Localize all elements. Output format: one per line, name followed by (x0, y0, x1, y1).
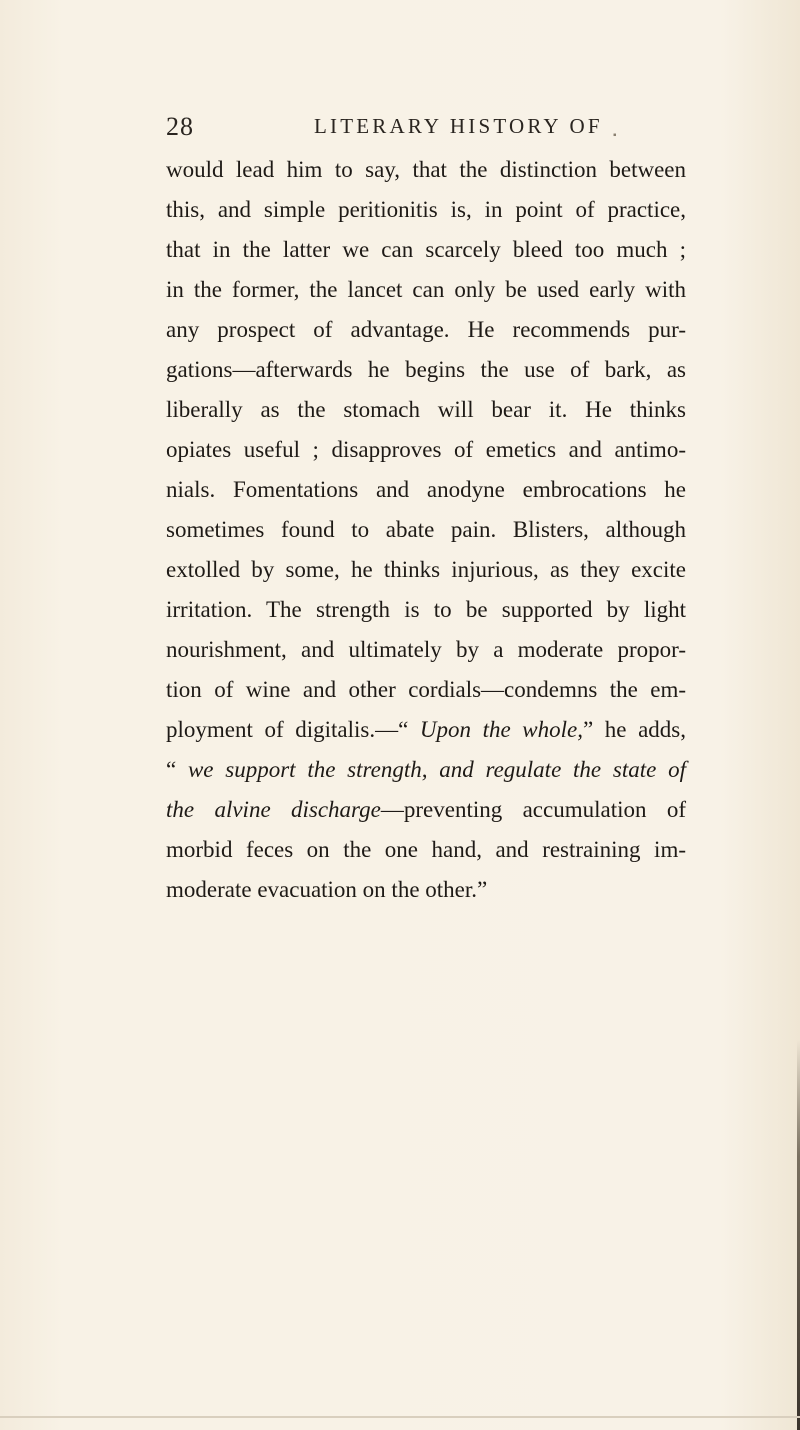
text-line: morbid feces on the one hand, and restraining im- (166, 837, 686, 862)
text-line (166, 710, 686, 750)
italic-quote: the alvine discharge (166, 797, 381, 822)
text-line: nourishment, and ultimately by a moderate propor- (166, 637, 686, 662)
text-line: liberally as the stomach will bear it. He thinks (166, 397, 686, 422)
text-line-last: moderate evacuation on the other.” (166, 877, 488, 902)
printer-mark: ▪ (613, 130, 617, 141)
running-head: LITERARY HISTORY OF (314, 114, 603, 138)
text-run: ployment of digitalis.—“ (166, 717, 420, 742)
page-header (0, 112, 800, 152)
text-line: extolled by some, he thinks injurious, as they excite (166, 557, 686, 582)
text-line: that in the latter we can scarcely bleed too much ; (166, 237, 686, 262)
text-line: opiates useful ; disapproves of emetics and antimo- (166, 437, 686, 462)
text-line: irritation. The strength is to be supported by light (166, 597, 686, 622)
text-line: would lead him to say, that the distinction between (166, 157, 686, 182)
text-run: ” he adds, (582, 717, 686, 742)
text-run: “ (166, 757, 188, 782)
text-run: —preventing accumulation of (380, 797, 686, 822)
text-line: sometimes found to abate pain. Blisters, although (166, 517, 686, 542)
page-number: 28 (166, 112, 194, 141)
page-bottom-edge (0, 1416, 800, 1418)
text-line: tion of wine and other cordials—condemns the em- (166, 677, 686, 702)
text-line: in the former, the lancet can only be used early with (166, 277, 686, 302)
text-line: gations—afterwards he begins the use of bark, as (166, 357, 686, 382)
italic-quote: Upon the whole, (419, 717, 583, 742)
text-line: nials. Fomentations and anodyne embrocations he (166, 477, 686, 502)
italic-quote: we support the strength, and regulate the state of (187, 757, 686, 782)
body-text (166, 150, 686, 910)
text-line (166, 790, 686, 830)
text-line: this, and simple peritionitis is, in point of practice, (166, 197, 686, 222)
text-line (166, 750, 686, 790)
text-line: any prospect of advantage. He recommends pur- (166, 317, 686, 342)
